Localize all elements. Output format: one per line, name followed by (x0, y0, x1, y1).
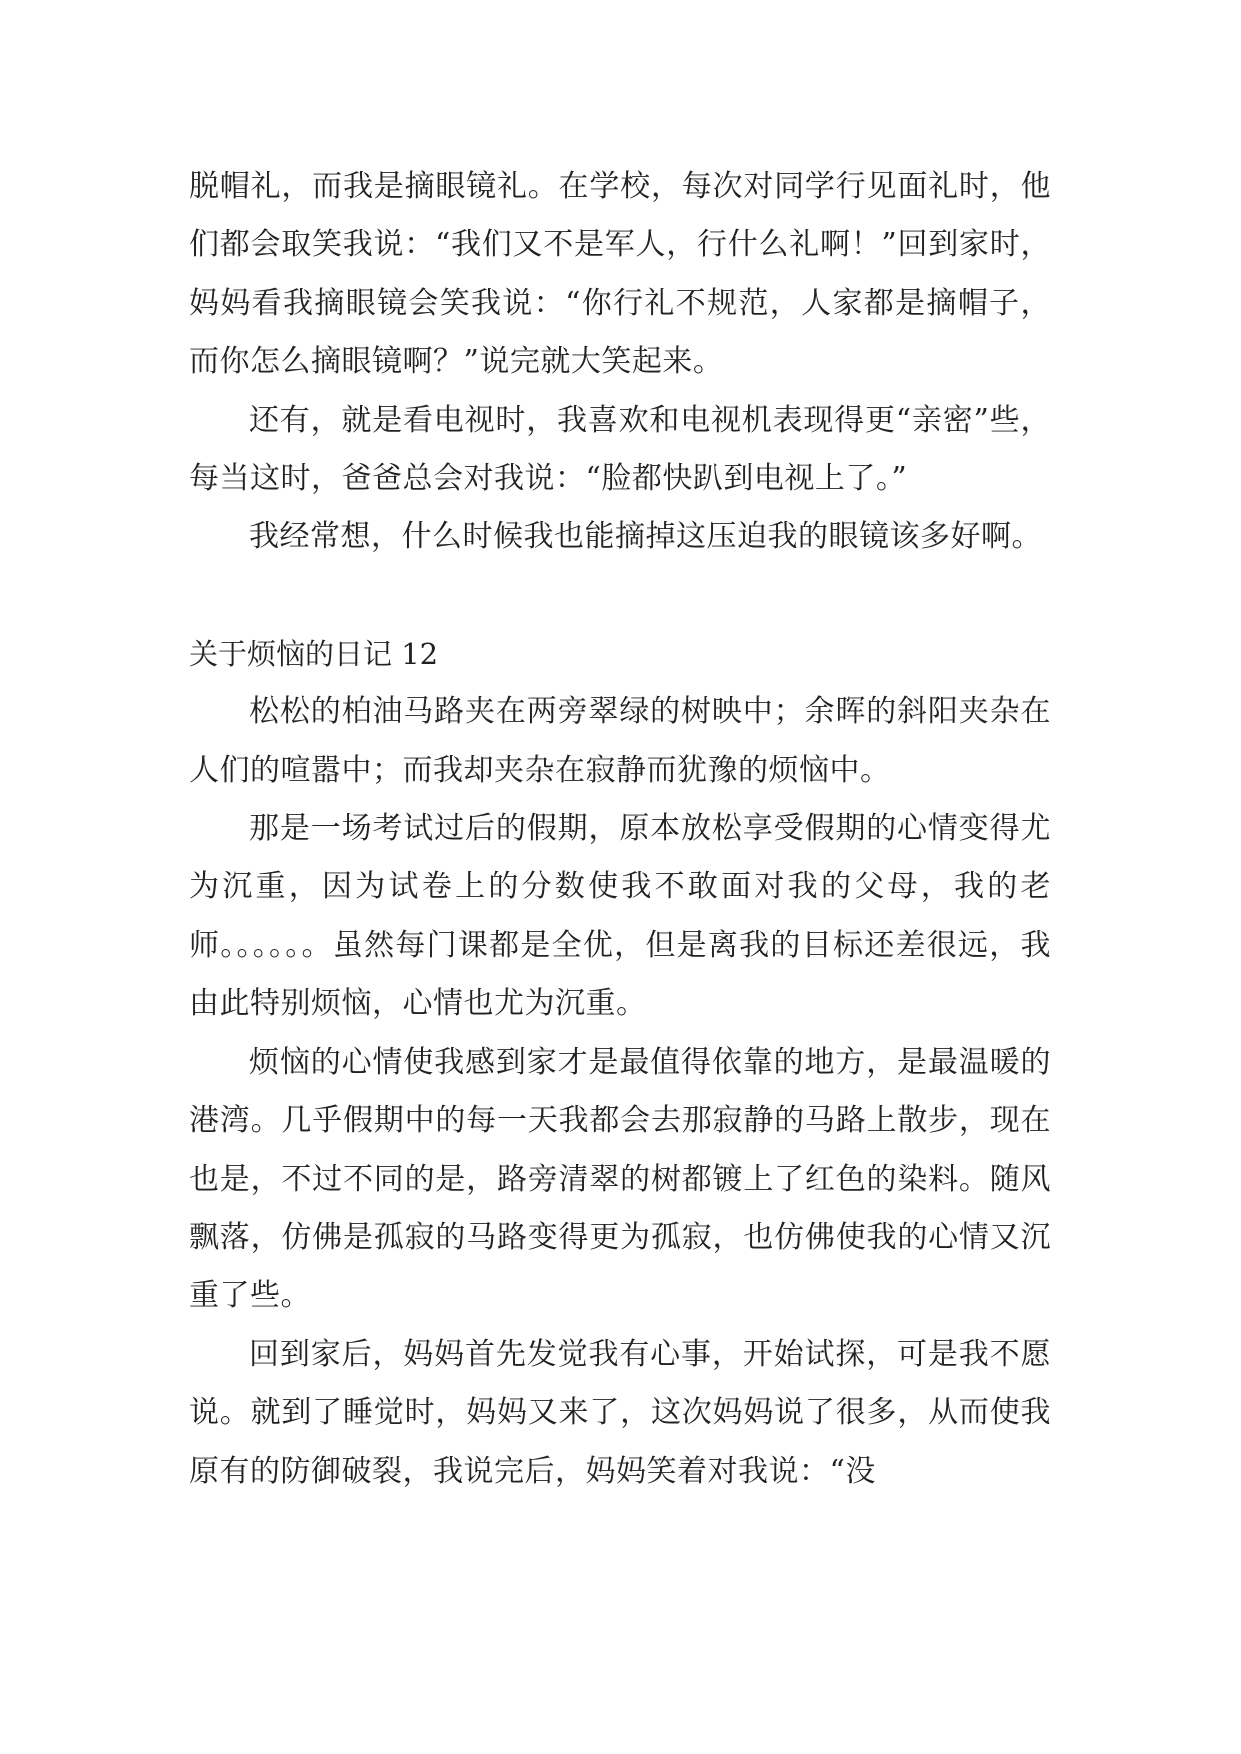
paragraph: 松松的柏油马路夹在两旁翠绿的树映中；余晖的斜阳夹杂在人们的喧嚣中；而我却夹杂在寂静而犹豫的烦恼中。 (189, 694, 1051, 788)
paragraph: 脱帽礼，而我是摘眼镜礼。在学校，每次对同学行见面礼时，他们都会取笑我说：“我们又不是军人，行什么礼啊！”回到家时，妈妈看我摘眼镜会笑我说：“你行礼不规范，人家都是摘帽子，而你怎么摘眼镜啊？”说完就大笑起来。 (189, 169, 1051, 380)
paragraph: 还有，就是看电视时，我喜欢和电视机表现得更“亲密”些，每当这时，爸爸总会对我说：“脸都快趴到电视上了。” (189, 402, 1051, 497)
paragraph: 我经常想，什么时候我也能摘掉这压迫我的眼镜该多好啊。 (249, 519, 1042, 555)
paragraph: 那是一场考试过后的假期，原本放松享受假期的心情变得尤为沉重，因为试卷上的分数使我不敢面对我的父母，我的老师。。。。。。虽然每门课都是全优，但是离我的目标还差很远，我由此特别烦恼，心情也尤为沉重。 (189, 811, 1051, 1022)
section-heading: 关于烦恼的日记 12 (189, 636, 439, 671)
paragraph: 烦恼的心情使我感到家才是最值得依靠的地方，是最温暖的港湾。几乎假期中的每一天我都会去那寂静的马路上散步，现在也是，不过不同的是，路旁清翠的树都镀上了红色的染料。随风飘落，仿佛是孤寂的马路变得更为孤寂，也仿佛使我的心情又沉重了些。 (189, 1044, 1051, 1314)
paragraph: 回到家后，妈妈首先发觉我有心事，开始试探，可是我不愿说。就到了睡觉时，妈妈又来了，这次妈妈说了很多，从而使我原有的防御破裂，我说完后，妈妈笑着对我说：“没 (189, 1336, 1051, 1489)
section-gap (189, 567, 1051, 625)
document-body (189, 158, 1051, 1501)
